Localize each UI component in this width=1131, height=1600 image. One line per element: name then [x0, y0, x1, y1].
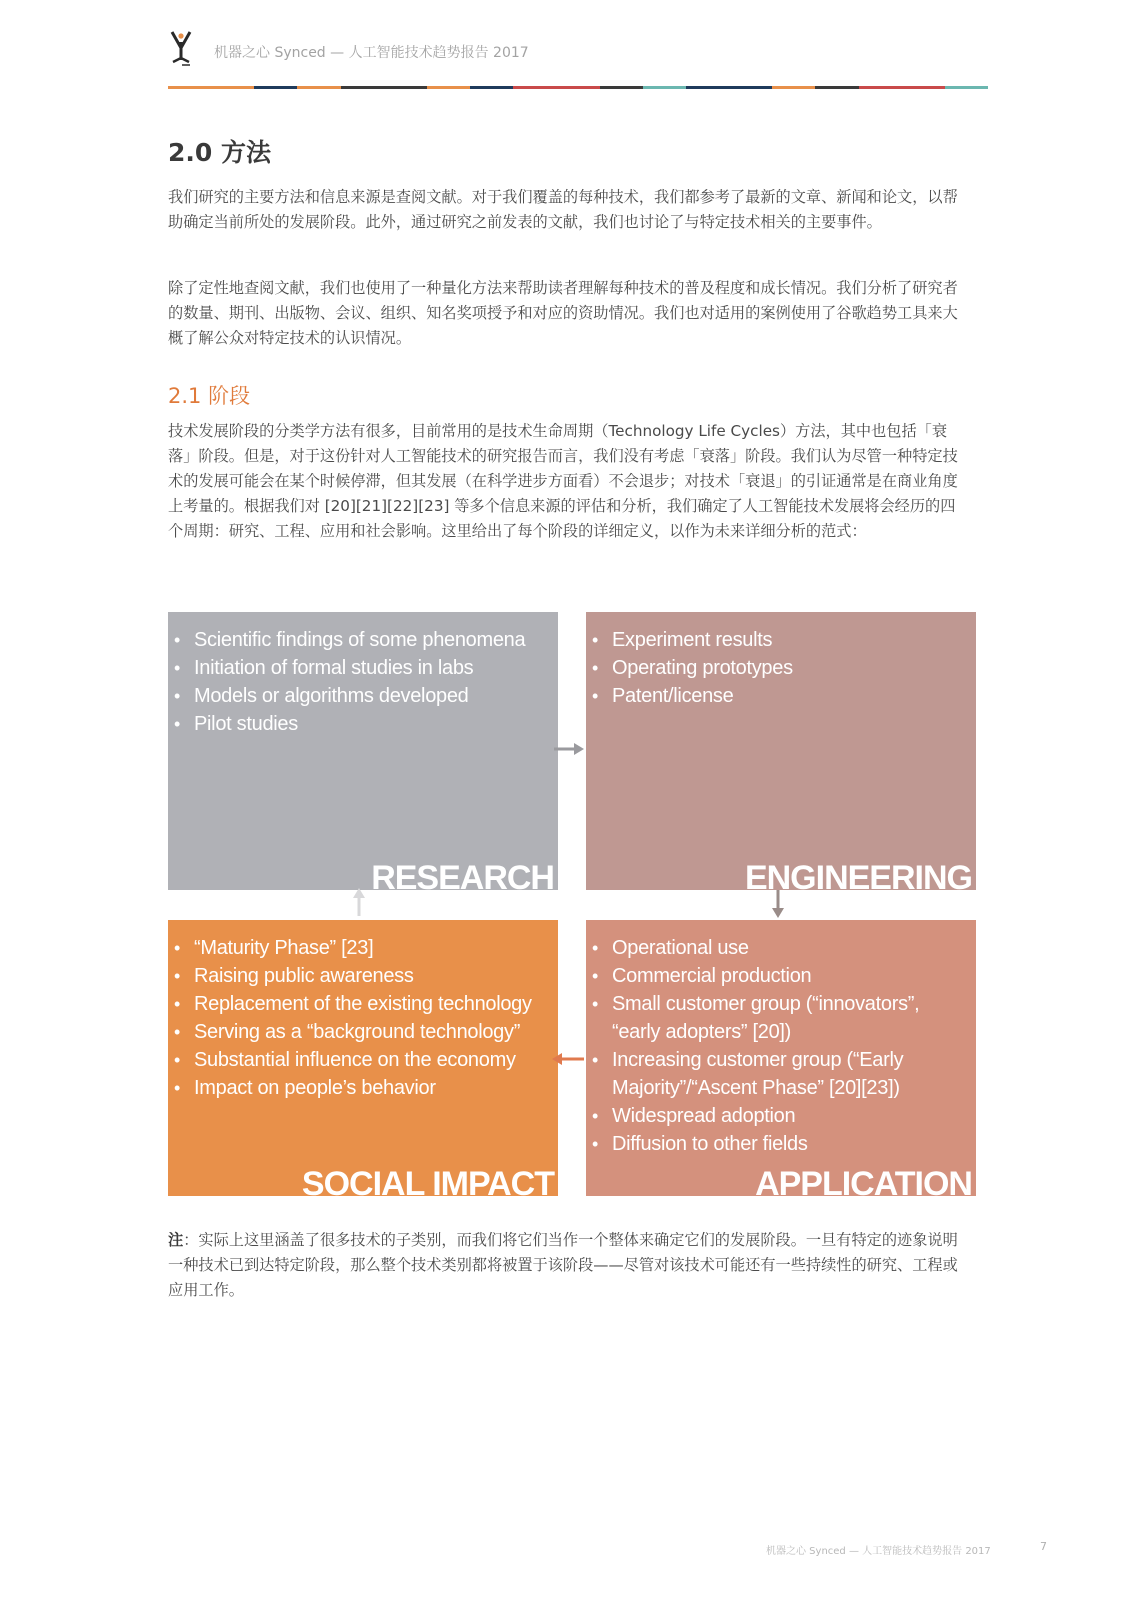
- list-item: • Operating prototypes: [612, 654, 966, 682]
- social-impact-list: [168, 920, 558, 1102]
- list-item: • Pilot studies: [194, 710, 548, 738]
- list-item: • Scientific findings of some phenomena: [194, 626, 548, 654]
- stripe-segment: [470, 86, 513, 89]
- section-paragraph-2: 除了定性地查阅文献，我们也使用了一种量化方法来帮助读者理解每种技术的普及程度和成长情况。我们分析了研究者的数量、期刊、出版物、会议、组织、知名奖项授予和对应的资助情况。我们也对适用的案例使用了谷歌趋势工具来大概了解公众对特定技术的认识情况。: [168, 279, 958, 347]
- list-item: • Serving as a “background technology”: [194, 1018, 548, 1046]
- stripe-segment: [859, 86, 945, 89]
- stage-title-social-impact: SOCIAL IMPACT: [301, 1165, 554, 1196]
- list-item: • Impact on people’s behavior: [194, 1074, 548, 1102]
- stripe-segment: [513, 86, 599, 89]
- stage-title-engineering: ENGINEERING: [744, 859, 972, 890]
- stripe-segment: [772, 86, 815, 89]
- header-color-stripe: [168, 86, 988, 89]
- engineering-list: [586, 612, 976, 710]
- page-header: [168, 28, 980, 68]
- research-list: [168, 612, 558, 738]
- synced-logo-icon: [168, 28, 194, 68]
- stage-engineering: [586, 612, 976, 890]
- section-heading: 2.0 方法: [168, 138, 271, 167]
- header-title: 机器之心 Synced — 人工智能技术趋势报告 2017: [214, 45, 529, 61]
- stripe-segment: [945, 86, 988, 89]
- list-item: • Replacement of the existing technology: [194, 990, 548, 1018]
- arrow-up-icon: [352, 888, 366, 916]
- list-item: • Substantial influence on the economy: [194, 1046, 548, 1074]
- application-list: [586, 920, 976, 1158]
- stripe-segment: [168, 86, 254, 89]
- subsection-paragraph: 技术发展阶段的分类学方法有很多，目前常用的是技术生命周期（Technology Life Cycles）方法，其中也包括「衰落」阶段。但是，对于这份针对人工智能技术的研究报告而言，我们没有考虑「衰落」阶段。我们认为尽管一种特定技术的发展可能会在某个时候停滞，但其发展（在科学进步方面看）不会退步；对技术「衰退」的引证通常是在商业角度上考量的。根据我们对 [20][21][22][23] 等多个信息来源的评估和分析，我们确定了人工智能技术发展将会经历的四个周期：研究、工程、应用和社会影响。这里给出了每个阶段的详细定义，以作为未来详细分析的范式：: [168, 422, 958, 540]
- list-item: • Widespread adoption: [612, 1102, 966, 1130]
- footer-title: 机器之心 Synced — 人工智能技术趋势报告 2017: [766, 1546, 991, 1557]
- stripe-segment: [643, 86, 686, 89]
- stage-title-application: APPLICATION: [755, 1165, 972, 1196]
- note-label: 注: [168, 1231, 184, 1249]
- arrow-right-icon: [554, 742, 584, 756]
- stripe-segment: [600, 86, 643, 89]
- stripe-segment: [686, 86, 772, 89]
- arrow-down-icon: [771, 890, 785, 918]
- stripe-segment: [341, 86, 427, 89]
- stage-application: [586, 920, 976, 1196]
- list-item: • Initiation of formal studies in labs: [194, 654, 548, 682]
- list-item: • “Maturity Phase” [23]: [194, 934, 548, 962]
- section-paragraph-1: 我们研究的主要方法和信息来源是查阅文献。对于我们覆盖的每种技术，我们都参考了最新的文章、新闻和论文，以帮助确定当前所处的发展阶段。此外，通过研究之前发表的文献，我们也讨论了与特定技术相关的主要事件。: [168, 188, 958, 231]
- list-item: • Commercial production: [612, 962, 966, 990]
- list-item: • Raising public awareness: [194, 962, 548, 990]
- stage-title-research: RESEARCH: [371, 859, 554, 890]
- list-item: • Small customer group (“innovators”, “early adopters” [20]): [612, 990, 966, 1046]
- stage-social-impact: [168, 920, 558, 1196]
- list-item: • Diffusion to other fields: [612, 1130, 966, 1158]
- note-text: ：实际上这里涵盖了很多技术的子类别，而我们将它们当作一个整体来确定它们的发展阶段。一旦有特定的迹象说明一种技术已到达特定阶段，那么整个技术类别都将被置于该阶段——尽管对该技术可能还有一些持续性的研究、工程或应用工作。: [168, 1231, 958, 1299]
- stage-research: [168, 612, 558, 890]
- stripe-segment: [815, 86, 858, 89]
- stripe-segment: [297, 86, 340, 89]
- page-number: 7: [1040, 1540, 1047, 1553]
- list-item: • Experiment results: [612, 626, 966, 654]
- list-item: • Models or algorithms developed: [194, 682, 548, 710]
- list-item: • Patent/license: [612, 682, 966, 710]
- list-item: • Operational use: [612, 934, 966, 962]
- note-paragraph: [168, 1228, 968, 1303]
- subsection-heading: 2.1 阶段: [168, 384, 251, 408]
- list-item: • Increasing customer group (“Early Majority”/“Ascent Phase” [20][23]): [612, 1046, 966, 1102]
- arrow-left-icon: [552, 1052, 584, 1066]
- stripe-segment: [254, 86, 297, 89]
- stripe-segment: [427, 86, 470, 89]
